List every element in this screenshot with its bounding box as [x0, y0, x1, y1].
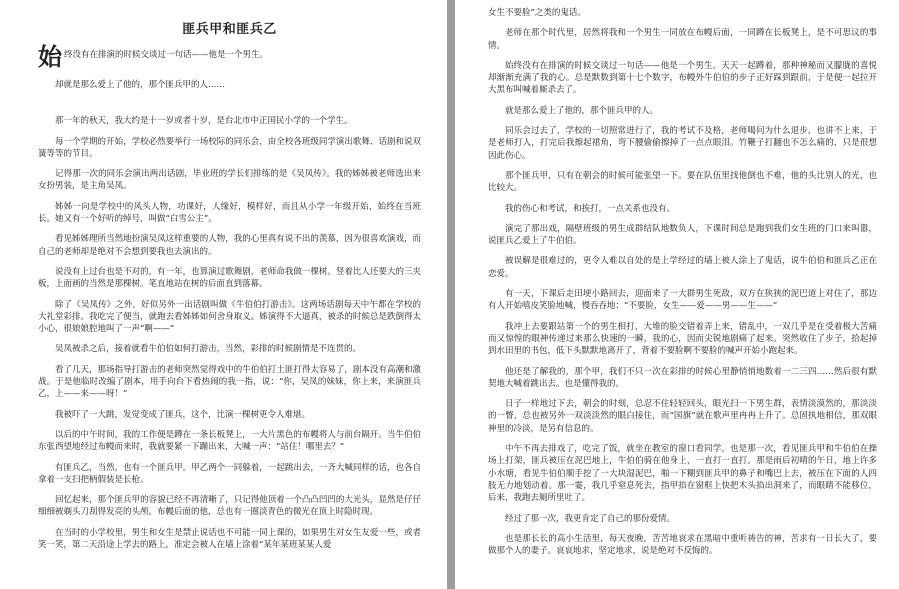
paragraph: 记得那一次的同乐会演出两出话剧，毕业班的学长们排练的是《吴凤传》。我的姊姊被老师选出来女扮男装，是主角吴凤。	[38, 169, 421, 192]
paragraph: 吴凤被杀之后，接着就看牛伯伯如何打游击，当然，彩排的时候剧情是不连贯的。	[55, 344, 362, 355]
paragraph: 有匪兵乙，当然，也有一个匪兵甲。甲乙两个一同躲着，一起跳出去，一齐大喊同样的话，也各自拿着一支扫把柄假装是长枪。	[38, 462, 421, 485]
paragraph: 姊姊一向是学校中的风头人物，功课好，人缘好，模样好，而且从小学一年级开始，始终在当班长。她又有一个好听的绰号，叫做“白雪公主”。	[38, 201, 421, 225]
paragraph: 我被吓了一大跳，发觉变成了匪兵，这个，比演一棵树更令人难堪。	[55, 409, 311, 420]
paragraph: 经过了那一次，我更肯定了自己的那份爱情。	[505, 513, 676, 524]
paragraph: 每一个学期的开始，学校必然要举行一场校际的同乐会，由全校各班级同学演出歌舞、话剧和说双簧等等的节目。	[38, 136, 421, 159]
paragraph: 就是那么爱上了他的，那个匪兵甲的人。	[505, 105, 659, 116]
paragraph: 有一天，下课后走田埂小路回去，迎面来了一大群男生死敌，双方在狭狭的泥巴道上对住了，那边有人开始嘻皮笑脸地喊，慢吞吞地：“不要脸，女生——爱——男——生——”	[488, 289, 877, 312]
paragraph: 同乐会过去了，学校的一切照常进行了，我的考试不及格，老师喝问为什么退步，也讲不上来，于是老师打人，打完后我擦起裙角，弯下腰偷偷擦掉了一点点眼泪。竹鞭子打翻也不怎么痛的，只是很想因此伤心。	[488, 126, 877, 161]
left-page	[0, 0, 447, 589]
paragraph: 却就是那么爱上了他的，那个匪兵甲的人……	[55, 80, 226, 90]
paragraph: 除了《吴凤传》之外，好似另外一出话剧叫做《牛伯伯打游击》。这两场话剧每天中午都在学校的大礼堂彩排。我吃完了便当，就跑去看姊姊如何舍身取义。姊演得不大逼真，被杀的时候总是跌倒得太小心，很娘娘腔地叫了一声“啊——”	[38, 299, 421, 335]
paragraph: 老师在那个时代里，居然将我和一个男生一同放在布幔后面，一同蹲在长板凳上，是不可思议的事情。	[488, 28, 877, 51]
opening-text: 终没有在排演的时候交谈过一句话——他是一个男生。	[64, 50, 269, 60]
paragraph: 那一年的秋天，我大约是十一岁或者十岁，是台北市中正国民小学的一个学生。	[55, 116, 353, 127]
paragraph: 那个匪兵甲，只有在朝会的时候可能张望一下。要在队伍里找他倒也不难，他的头比别人的光，也比较大。	[488, 170, 877, 194]
paragraph: 我的伤心和考试，和挨打，一点关系也没有。	[505, 203, 676, 214]
paragraph: 被误解是很难过的，更令人难以自处的是上学经过的墙上被人涂上了鬼话，说牛伯伯和匪兵乙正在恋爱。	[488, 256, 877, 279]
opening-line	[38, 42, 421, 71]
right-page	[455, 0, 899, 589]
paragraph: 始终没有在排演的时候交谈过一句话——他是一个男生。天天一起蹲着，那种神秘而又朦胧的喜悦却渐渐充满了我的心。总是默数到第十七个数字，布幔外牛伯伯的步子正好踩到跟前，于是便一起拉开大黑布叫喊着厮杀去了。	[488, 60, 877, 96]
paragraph: 他还是了解我的，那个甲，我们不只一次在彩排的时候心里静悄悄地数着一二三四……然后很有默契地大喊着跳出去。也是懂得我的。	[488, 366, 877, 389]
paragraph: 以后的中午时间，我的工作便是蹲在一条长板凳上，一大片黑色的布幔将人与前台隔开。当牛伯伯东张西望地经过布幔而来时，我就要紧一下蹦出来，大喊一声：“站住！哪里去？”	[38, 429, 421, 453]
paragraph: 中午不再去排戏了，吃完了饭，就坐在教室的窗口看同学。也是那一次，看见匪兵甲和牛伯伯在操场上打架，匪兵被压在泥巴地上，牛伯伯骑在他身上，一直打一直打。那是雨后初晴的午日，地上许多小水塘，看见牛伯伯顺手挖了一大块湿泥巴，啪一下糊到匪兵甲的鼻子和嘴巴上去，被压在下面的人四肢无力地划动着。那一霎，我几乎窒息死去，指甲掐在窗框上快把木头掐出洞来了，而眼睛不能移位，后来，我跑去厕所里吐了。	[488, 444, 877, 504]
paragraph: 看了几天，那场指导打游击的老师突然觉得戏中的牛伯伯打土匪打得太容易了，剧本没有高潮和激战。于是他临时改编了剧本，用手向台下看热闹的我一指，说：“你，吴凤的妹妹，你上来，来演匪兵乙，上——来——呀！”	[38, 364, 421, 400]
paragraph: 演完了那出戏，隔壁班级的男生成群结队地数负人，下课时间总是跑到我们女生班的门口来叫嚣，说匪兵乙爱上了牛伯伯。	[488, 223, 877, 247]
paragraph: 也是那长长的高小生活里，每天夜晚，苦苦地哀求在黑暗中重听祷告的神，苦求有一日长大了，要做那个人的妻子。哀哀地求，坚定地求，说是绝对不反悔的。	[488, 533, 877, 557]
paragraph: 我冲上去要跟站第一个的男生相打，大堆的脸交错着弄上来，错乱中，一双几乎是在受着极大苦痛而又惊惶的眼神传递过来那么快速的一瞬，我的心，因而尖锐地剧痛了起来。突然收住了步子，拾起掉到水田里的书包，低下头默默地离开了，背着不要脸啊不要脸的喊声开始小跑起来。	[488, 321, 877, 357]
paragraph: 日子一样地过下去，朝会的时刻，总忍不住轻轻回头，眼光扫一下男生群，表情淡漠然的，那淡淡的一瞥，总也被另外一双淡淡然的眼白接住，而“国旗”就在歌声里冉冉上升了。总固执地相信，那双眼神里的冷淡，是另有信息的。	[488, 399, 877, 434]
paragraph: 说没有上过台也是不对的，有一年，也算演过歌舞剧，老师命我做一棵树。竖着比人还要大的三夹板，上面画的当然是那棵树。笔直地站在树的后面直到落幕。	[38, 266, 421, 290]
page-gutter	[447, 0, 455, 589]
paragraph: 在当时的小学校里，男生和女生是禁止说话也不可能一同上课的，如果男生对女生友爱一些，或者笑一笑，第二天沿途上学去的路上，准定会被人在墙上涂着“某年某班某某人爱	[38, 527, 421, 551]
page-title: 匪兵甲和匪兵乙	[182, 22, 277, 37]
paragraph: 回忆起来，那个匪兵甲的容貌已经不再清晰了，只记得他顶着一个凸凸凹凹的大光头，显然是仔仔细细被剃头刀刮得发亮的头颅。布幔后面的他，总也有一圈淡青色的微光在顶上时隐时现。	[38, 495, 421, 518]
drop-cap: 始	[38, 42, 62, 71]
paragraph: 看见姊姊理所当然地扮演吴凤这样重要的人物，我的心里真有说不出的羡慕，因为很喜欢演戏，而自己的老师却是绝对不会想到要我也去演出的。	[38, 234, 421, 257]
paragraph: 女生不要脸”之类的鬼话。	[488, 8, 586, 18]
